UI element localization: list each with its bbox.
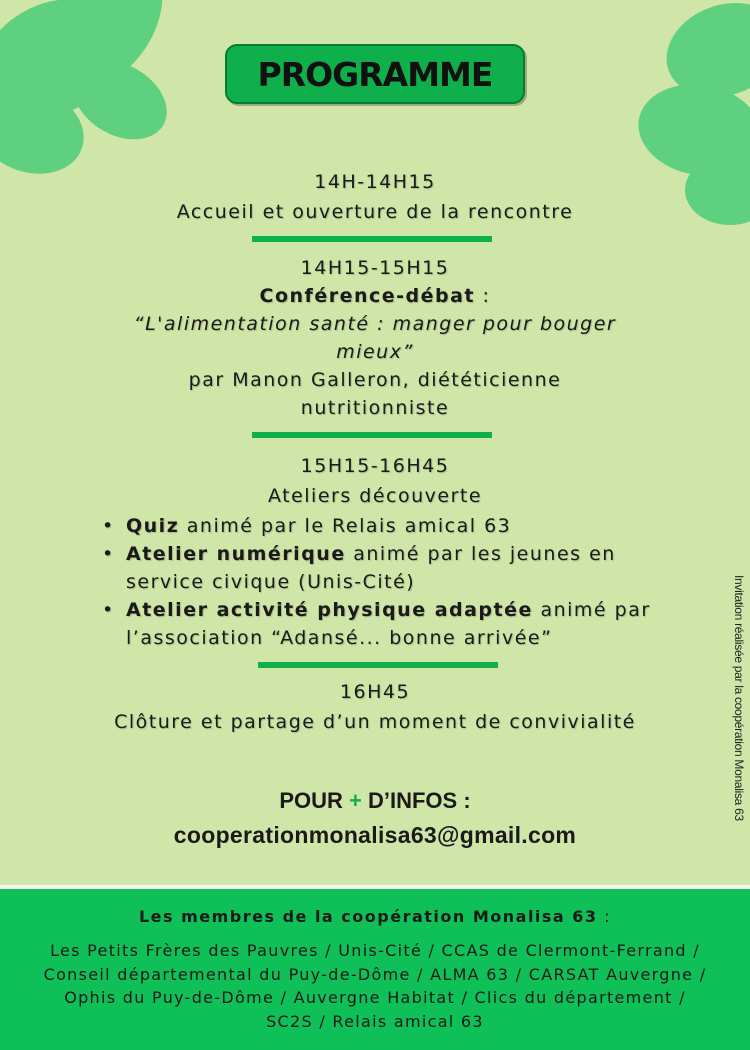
atelier-text: animé par les jeunes en service civique (Unis-Cité) — [126, 543, 616, 593]
footer-title — [0, 907, 750, 926]
bullet-icon: • — [102, 515, 115, 537]
infos-prefix: POUR — [279, 788, 350, 813]
heading-suffix: : — [475, 285, 491, 307]
session-2 — [0, 254, 750, 422]
session-time: 16H45 — [339, 681, 411, 703]
ateliers-list — [100, 512, 680, 652]
conference-heading: Conférence-débat — [259, 285, 476, 307]
footer-title-suffix: : — [597, 907, 612, 926]
session-description: Clôture et partage d’un moment de convivialité — [114, 711, 636, 733]
conference-quote: “L'alimentation santé : manger pour bouger mieux” — [133, 313, 617, 363]
plus-icon: + — [349, 788, 362, 813]
list-item — [100, 596, 680, 652]
divider — [252, 236, 492, 242]
session-description: Accueil et ouverture de la rencontre — [176, 201, 574, 223]
conference-speaker: par Manon Galleron, diététicienne nutritionniste — [188, 369, 562, 419]
atelier-name: Quiz — [126, 515, 180, 537]
footer-members: Les Petits Frères des Pauvres / Unis-Cité / CCAS de Clermont-Ferrand / Conseil départemental du Puy-de-Dôme / ALMA 63 / CARSAT Auvergne / Ophis du Puy-de-Dôme / Auvergne Habitat / Clics du département / SC2S / Relais amical 63 — [43, 941, 707, 1031]
list-item — [100, 512, 680, 540]
session-time: 15H15-16H45 — [300, 455, 450, 477]
footer-title-bold: Les membres de la coopération Monalisa 63 — [138, 907, 598, 926]
session-heading — [0, 282, 750, 310]
divider — [258, 662, 498, 668]
infos-suffix: D’INFOS : — [361, 788, 471, 813]
atelier-text: animé par l’association “Adansé... bonne arrivée” — [126, 599, 651, 649]
bullet-icon: • — [102, 543, 115, 565]
session-3 — [0, 452, 750, 510]
session-4 — [0, 678, 750, 736]
bullet-icon: • — [102, 599, 115, 621]
page-title: PROGRAMME — [257, 54, 493, 94]
side-note: Invitation réalisée par la coopération Monalisa 63 — [732, 575, 746, 821]
list-item — [100, 540, 680, 596]
divider — [252, 432, 492, 438]
programme-title-banner — [225, 44, 525, 104]
session-time: 14H-14H15 — [314, 171, 436, 193]
infos-title — [0, 788, 750, 814]
atelier-text: animé par le Relais amical 63 — [179, 515, 512, 537]
session-description: Ateliers découverte — [267, 485, 483, 507]
session-time: 14H15-15H15 — [300, 257, 450, 279]
atelier-name: Atelier numérique — [126, 543, 346, 565]
session-1 — [0, 168, 750, 226]
atelier-name: Atelier activité physique adaptée — [126, 599, 533, 621]
footer — [0, 885, 750, 1050]
contact-email[interactable]: cooperationmonalisa63@gmail.com — [173, 822, 577, 848]
